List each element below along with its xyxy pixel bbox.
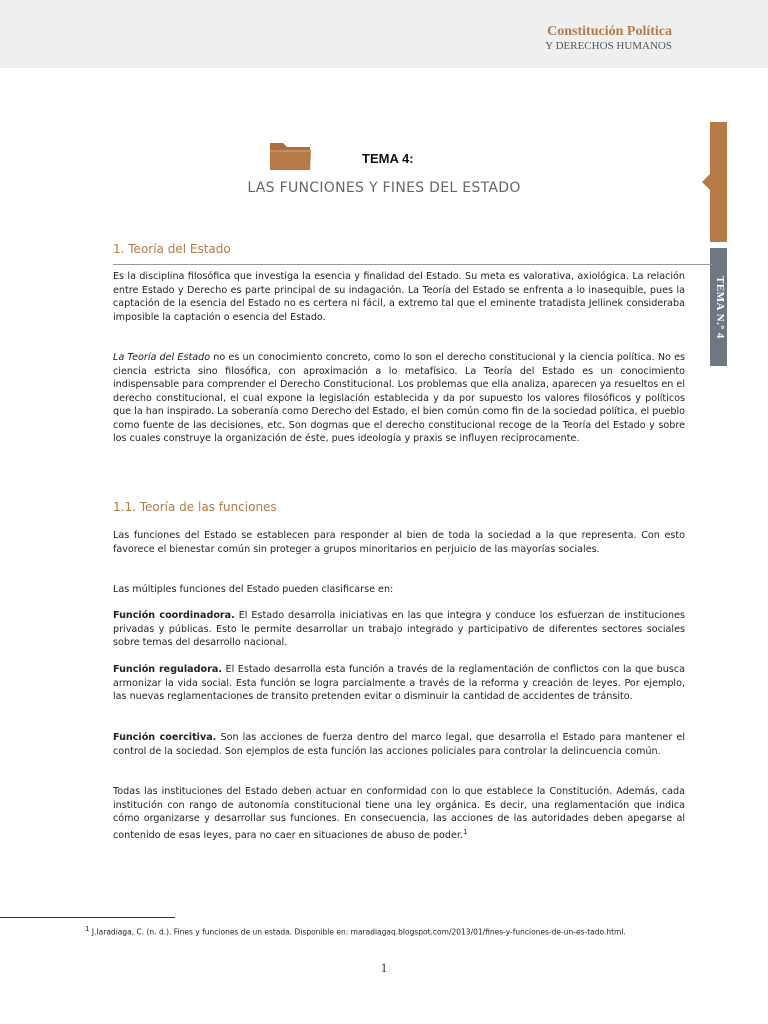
page-number: 1 [380, 960, 388, 975]
function-item [113, 609, 685, 650]
section-heading-teoria-funciones: 1.1. Teoría de las funciones [113, 500, 277, 514]
footnote-marker: 1 [85, 925, 90, 933]
function-item [113, 663, 685, 704]
function-term: Función coordinadora. [113, 610, 235, 621]
paragraph-text: Todas las instituciones del Estado deben actuar en conformidad con lo que establece la Constitución. Además, cada institución con rango de autonomía constitucional tiene una ley orgánica. Es decir, una reglamentación que indica cómo organizarse y desarrollar sus funciones. En consecuencia, las acciones de las autoridades deben apegarse al contenido de esas leyes, para no caer en situaciones de abuso de poder. [113, 786, 685, 841]
function-item [113, 731, 685, 758]
section-divider [113, 264, 712, 265]
header-title: Constitución Política [547, 24, 672, 39]
italic-term: La Teoría del Estado [113, 352, 211, 363]
side-tab-label: TEMA N.º 4 [714, 275, 726, 339]
topic-label: TEMA 4: [362, 151, 414, 166]
paragraph: Es la disciplina filosófica que investiga la esencia y finalidad del Estado. Su meta es valorativa, axiológica. La relación entre Estado y Derecho es parte principal de su indagación. La Teoría del Estado se enfrenta a lo inasequible, pues la captación de la esencia del Estado no es certera ni fácil, a extremo tal que el eminente tratadista Jellinek consideraba imposible la captación o esencia del Estado. [113, 271, 685, 323]
function-text: El Estado desarrolla esta función a través de la reglamentación de conflictos con la que busca armonizar la vida social. Esta función se logra parcialmente a través de la reforma y creación de leyes. Por ejemplo, las nuevas reglamentaciones de transito pretenden evitar o disminuir la cantidad de accidentes de tránsito. [113, 664, 685, 702]
footnote-text: J.Iaradiaga, C. (n. d.). Fines y funciones de un estada. Disponible en: maradiagaq.blogspot.com/2013/01/fines-y-funciones-de-un-es-tado.html. [89, 927, 626, 937]
function-term: Función coercitiva. [113, 732, 217, 743]
topic-title: LAS FUNCIONES Y FINES DEL ESTADO [247, 180, 521, 196]
paragraph [113, 351, 685, 446]
function-text: El Estado desarrolla iniciativas en las que integra y conduce los esfuerzan de instituciones privadas y públicas. Esto le permite desarrollar un trabajo integrado y participativo de diferentes sectores sociales sobre temas del desarrollo nacional. [113, 610, 686, 648]
header-subtitle: Y DERECHOS HUMANOS [545, 40, 672, 52]
function-text: Son las acciones de fuerza dentro del marco legal, que desarrolla el Estado para mantener el control de la sociedad. Son ejemplos de esta función las acciones policiales para controlar la delincuencia común. [113, 732, 685, 757]
paragraph: Las múltiples funciones del Estado pueden clasificarse en: [113, 584, 394, 595]
function-term: Función reguladora. [113, 664, 222, 675]
folder-icon [269, 139, 312, 172]
paragraph [113, 785, 685, 842]
footnote-divider [0, 917, 175, 918]
paragraph: Las funciones del Estado se establecen para responder al bien de toda la sociedad a la que representa. Con esto favorece el bienestar común sin proteger a grupos minoritarios en perjuicio de las mayorías sociales. [113, 530, 685, 555]
paragraph-text: no es un conocimiento concreto, como lo son el derecho constitucional y la ciencia política. No es ciencia estricta sino filosófica, con aproximación a lo metafísico. La Teoría del Estado es un conocimiento indispensable para comprender el Derecho Constitucional. Los problemas que ella analiza, aparecen ya resueltos en el derecho constitucional, el cual expone la legislación establecida y da por supuesto los valores filosóficos y políticos que la han inspirado. La soberanía como Derecho del Estado, el bien común como fin de la sociedad política, el pueblo como fuente de las decisiones, etc. Son dogmas que el derecho constitucional recoge de la Teoría del Estado y sobre los cuales construye la organización de éste, pues ideología y praxis se influyen recíprocamente. [113, 352, 685, 444]
section-heading-teoria-estado: 1. Teoría del Estado [113, 242, 231, 256]
footnote-reference[interactable]: 1 [463, 827, 468, 836]
footnote [85, 923, 725, 939]
